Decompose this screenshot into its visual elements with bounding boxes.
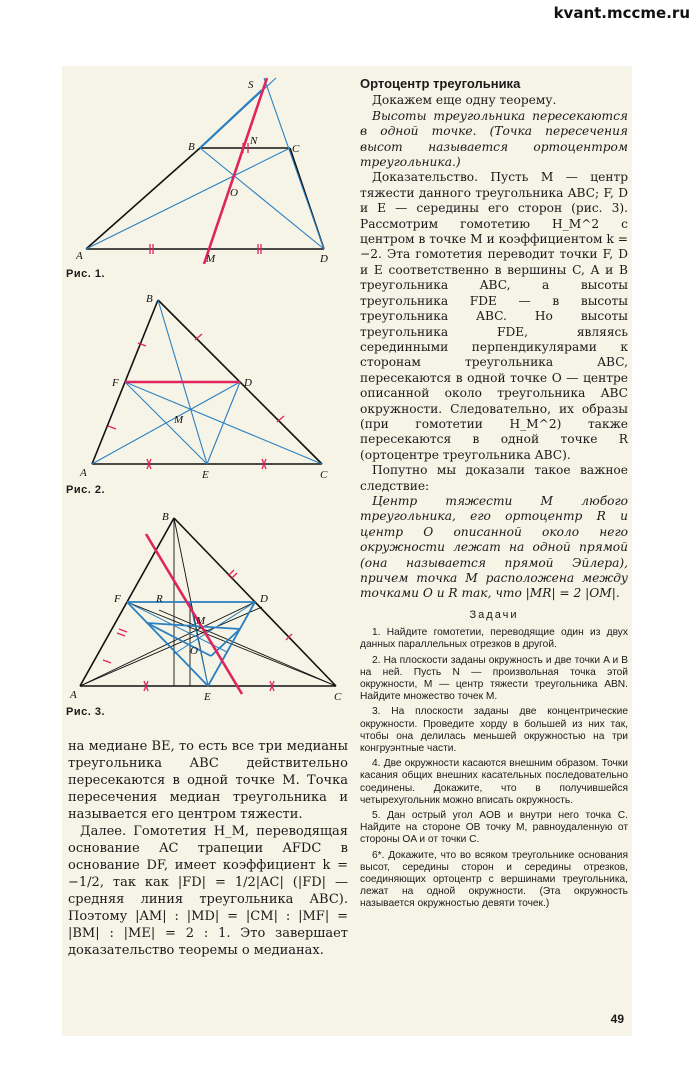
fig2-point-E: E xyxy=(202,469,209,481)
fig1-point-B: B xyxy=(188,141,195,153)
figure-1-drawing xyxy=(62,72,352,264)
task-item: 2. На плоскости заданы окружность и две точки A и B на ней. Пусть N — произвольная точка этой окружности, M — центр тяжести треугольника ABN. Найдите множество точек M. xyxy=(360,654,628,703)
task-item: 1. Найдите гомотетии, переводящие один из двух данных параллельных отрезков в другой. xyxy=(360,627,628,651)
task-item: 4. Две окружности касаются внешним образом. Точки касания общих внешних касательных последовательно соединены. Докажите, что в получившейся четырехугольник можно вписать окружность. xyxy=(360,758,628,806)
figure-3-caption: Рис. 3. xyxy=(66,706,106,718)
task-item: 5. Дан острый угол AOB и внутри него точка C. Найдите на стороне OB точку M, равноудаленную от стороны OA и от точки C. xyxy=(360,810,628,846)
tasks-title: Задачи xyxy=(469,608,519,621)
figure-2 xyxy=(62,290,352,496)
fig3-point-C: C xyxy=(334,691,342,703)
figure-3 xyxy=(62,510,352,718)
fig1-point-M: M xyxy=(206,253,216,264)
right-paragraph-1: Докажем еще одну теорему. xyxy=(372,93,557,108)
task-item: 6*. Докажите, что во всяком треугольнике основания высот, середины сторон и середины отрезков, соединяющих ортоцентр с вершинами треугольника, лежат на одной окружности. (Эта окружность называется окружностью девяти точек.) xyxy=(360,849,628,910)
fig1-point-N: N xyxy=(250,135,258,147)
page-number: 49 xyxy=(610,1012,624,1026)
theorem-statement: Высоты треугольника пересекаются в одной точке. (Точка пересечения высот называется ортоцентром треугольника.) xyxy=(360,108,628,170)
section-title: Ортоцентр треугольника xyxy=(360,76,521,91)
fig1-point-A: A xyxy=(76,250,83,262)
fig2-point-B: B xyxy=(146,293,153,305)
fig2-point-C: C xyxy=(320,469,328,481)
figure-2-caption: Рис. 2. xyxy=(66,484,106,496)
fig3-point-M: M xyxy=(196,615,206,627)
left-paragraph-1: на медиане BE, то есть все три медианы треугольника ABC действительно пересекаются в одной точке M. Точка пересечения медиан треугольника и называется его центром тяжести. xyxy=(68,739,348,822)
left-paragraph-2: Далее. Гомотетия H_M, переводящая основание AC трапеции AFDC в основание DF, имеет коэффициент k = −1/2, так как |FD| = 1/2|AC| (|FD| — средняя линия треугольника ABC). Поэтому |AM| : |MD| = |CM| : |MF| = |BM| : |ME| = 2 : 1. Это завершает доказательство теоремы о медианах. xyxy=(68,824,348,958)
fig2-point-M: M xyxy=(174,414,184,426)
fig3-point-E: E xyxy=(204,691,211,703)
fig3-point-B: B xyxy=(162,511,169,523)
fig1-point-O: O xyxy=(230,187,238,199)
euler-line-statement: Центр тяжести M любого треугольника, его ортоцентр R и центр O описанной около него окружности лежат на одной прямой (она называется прямой Эйлера), причем точка M расположена между точками O и R так, что |MR| = 2 |OM|. xyxy=(360,493,628,601)
fig3-point-O: O xyxy=(190,645,198,657)
figure-1-caption: Рис. 1. xyxy=(66,268,106,280)
fig3-point-R: R xyxy=(156,593,163,605)
task-item: 3. На плоскости заданы две концентрические окружности. Проведите хорду в большей из них так, чтобы она делилась меньшей окружностью на три конгруэнтные части. xyxy=(360,706,628,755)
figure-3-drawing xyxy=(62,510,352,704)
figure-2-drawing xyxy=(62,290,352,482)
fig1-point-S: S xyxy=(248,79,254,91)
fig3-point-A: A xyxy=(70,689,77,701)
right-column xyxy=(360,76,628,914)
fig3-point-D: D xyxy=(260,593,268,605)
fig2-point-D: D xyxy=(244,377,252,389)
proof-paragraph: Доказательство. Пусть M — центр тяжести данного треугольника ABC; F, D и E — середины его сторон (рис. 3). Рассмотрим гомотетию H_M^2 с центром в точке M и коэффициентом k = −2. Эта гомотетия переводит точки F, D и E соответственно в вершины C, A и B треугольника ABC, а высоты треугольника FDE — в высоты треугольника ABC. Но высоты треугольника FDE, являясь серединными перпендикулярами к сторонам треугольника ABC, пересекаются в одной точке O — центре описанной около треугольника ABC окружности. Следовательно, их образы (при гомотетии H_M^2) также пересекаются в одной точке R (ортоцентре треугольника ABC). xyxy=(360,170,628,462)
fig3-point-F: F xyxy=(114,593,121,605)
fig2-point-F: F xyxy=(112,377,119,389)
site-url[interactable]: kvant.mccme.ru xyxy=(553,4,690,22)
book-page xyxy=(62,66,632,1036)
figure-1 xyxy=(62,72,352,280)
fig1-point-C: C xyxy=(292,143,300,155)
fig1-point-D: D xyxy=(320,253,328,264)
left-column-text xyxy=(68,738,348,959)
corollary-intro: Попутно мы доказали такое важное следствие: xyxy=(360,463,628,493)
fig2-point-A: A xyxy=(80,467,87,479)
